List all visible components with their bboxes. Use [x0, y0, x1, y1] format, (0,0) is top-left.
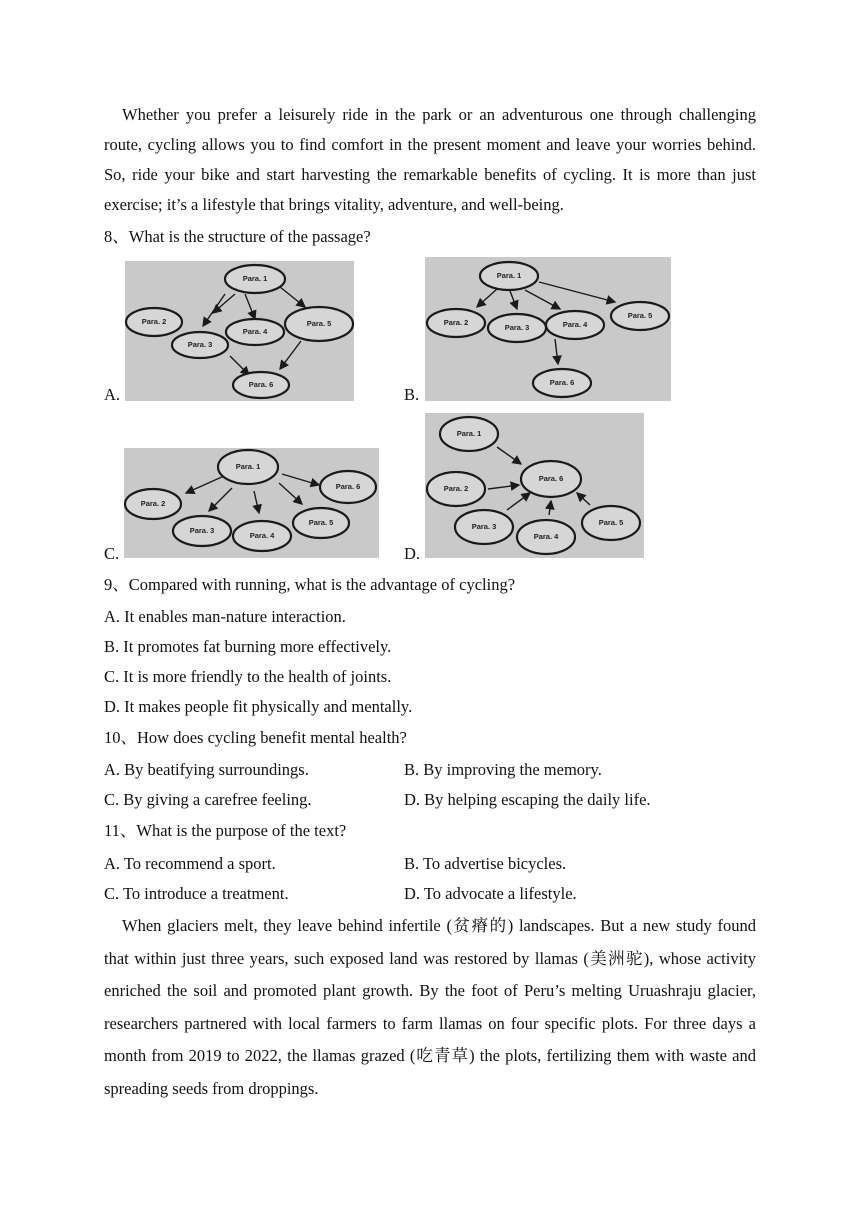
svg-text:Para. 4: Para. 4 — [533, 531, 559, 541]
diagram-node — [521, 461, 581, 497]
svg-text:Para. 3: Para. 3 — [187, 339, 213, 349]
svg-text:Para. 2: Para. 2 — [443, 483, 469, 493]
q8-option-a-label[interactable]: A. — [104, 385, 121, 404]
diagram-node — [320, 471, 376, 503]
diagram-node — [225, 265, 285, 293]
svg-text:Para. 6: Para. 6 — [538, 473, 564, 483]
q8-option-b-label[interactable]: B. — [404, 385, 420, 404]
diagram-node — [546, 311, 604, 339]
diagram-node — [285, 307, 353, 341]
diagram-node — [233, 521, 291, 551]
q10-option-d[interactable]: D. By helping escaping the daily life. — [404, 790, 651, 809]
diagram-node — [440, 417, 498, 451]
diagram-node — [517, 520, 575, 554]
q9-option-c[interactable]: C. It is more friendly to the health of joints. — [104, 667, 392, 686]
diagram-node — [533, 369, 591, 397]
q8-option-d-diagram[interactable] — [425, 413, 644, 558]
svg-text:Para. 5: Para. 5 — [306, 318, 332, 328]
passage-1-ending: Whether you prefer a leisurely ride in the park or an adventurous one through challenging route, cycling allows you to find comfort in the present moment and leave your worries behind. So, ride your bike and start harvesting the remarkable benefits of cycling. It is more than just exercise; it’s a lifestyle that brings vitality, adventure, and well-being. — [104, 105, 756, 214]
q11-option-b[interactable]: B. To advertise bicycles. — [404, 854, 567, 873]
q9-option-d[interactable]: D. It makes people fit physically and mentally. — [104, 697, 413, 716]
diagram-node — [126, 308, 182, 336]
svg-text:Para. 4: Para. 4 — [242, 326, 268, 336]
svg-text:Para. 6: Para. 6 — [248, 379, 274, 389]
question-8-stem: 8、What is the structure of the passage? — [104, 227, 371, 246]
q11-option-a[interactable]: A. To recommend a sport. — [104, 854, 276, 873]
diagram-node — [427, 309, 485, 337]
diagram-node — [172, 332, 228, 358]
q11-option-c[interactable]: C. To introduce a treatment. — [104, 884, 289, 903]
question-11-stem: 11、What is the purpose of the text? — [104, 821, 347, 840]
svg-text:Para. 3: Para. 3 — [189, 525, 215, 535]
svg-text:Para. 5: Para. 5 — [308, 517, 334, 527]
q10-option-a[interactable]: A. By beatifying surroundings. — [104, 760, 309, 779]
question-9-stem: 9、Compared with running, what is the advantage of cycling? — [104, 575, 516, 594]
diagram-node — [173, 516, 231, 546]
q10-option-c[interactable]: C. By giving a carefree feeling. — [104, 790, 312, 809]
passage-2: When glaciers melt, they leave behind infertile (贫瘠的) landscapes. But a new study found that within just three years, such exposed land was restored by llamas (美洲驼), whose activity enriched the soil and promoted plant growth. By the foot of Peru’s melting Uruashraju glacier, researchers partnered with local farmers to farm llamas on four specific plots. For three days a month from 2019 to 2022, the llamas grazed (吃青草) the plots, fertilizing them with waste and spreading seeds from droppings. — [104, 916, 756, 1098]
diagram-node — [218, 450, 278, 484]
diagram-node — [427, 472, 485, 506]
diagram-node — [233, 372, 289, 398]
svg-text:Para. 6: Para. 6 — [549, 377, 575, 387]
svg-text:Para. 2: Para. 2 — [443, 317, 469, 327]
q9-option-a[interactable]: A. It enables man-nature interaction. — [104, 607, 346, 626]
svg-text:Para. 3: Para. 3 — [471, 521, 497, 531]
q8-option-a-diagram[interactable] — [125, 261, 354, 401]
svg-text:Para. 5: Para. 5 — [627, 310, 653, 320]
diagram-node — [611, 302, 669, 330]
q11-option-d[interactable]: D. To advocate a lifestyle. — [404, 884, 577, 903]
diagram-node — [480, 262, 538, 290]
diagram-node — [582, 506, 640, 540]
q8-option-b-diagram[interactable] — [425, 257, 671, 401]
q9-option-b[interactable]: B. It promotes fat burning more effectively. — [104, 637, 392, 656]
q10-option-b[interactable]: B. By improving the memory. — [404, 760, 602, 779]
svg-text:Para. 2: Para. 2 — [140, 498, 166, 508]
svg-text:Para. 4: Para. 4 — [249, 530, 275, 540]
svg-text:Para. 5: Para. 5 — [598, 517, 624, 527]
diagram-node — [455, 510, 513, 544]
q8-option-c-diagram[interactable] — [124, 448, 379, 558]
svg-text:Para. 4: Para. 4 — [562, 319, 588, 329]
svg-text:Para. 1: Para. 1 — [456, 428, 482, 438]
svg-text:Para. 1: Para. 1 — [235, 461, 261, 471]
svg-text:Para. 3: Para. 3 — [504, 322, 530, 332]
svg-text:Para. 2: Para. 2 — [141, 316, 167, 326]
svg-text:Para. 6: Para. 6 — [335, 481, 361, 491]
diagram-node — [125, 489, 181, 519]
question-10-stem: 10、How does cycling benefit mental health? — [104, 728, 407, 747]
svg-text:Para. 1: Para. 1 — [496, 270, 522, 280]
q8-option-c-label[interactable]: C. — [104, 544, 120, 563]
svg-text:Para. 1: Para. 1 — [242, 273, 268, 283]
diagram-node — [488, 314, 546, 342]
diagram-node — [226, 319, 284, 345]
diagram-node — [293, 508, 349, 538]
q8-option-d-label[interactable]: D. — [404, 544, 421, 563]
